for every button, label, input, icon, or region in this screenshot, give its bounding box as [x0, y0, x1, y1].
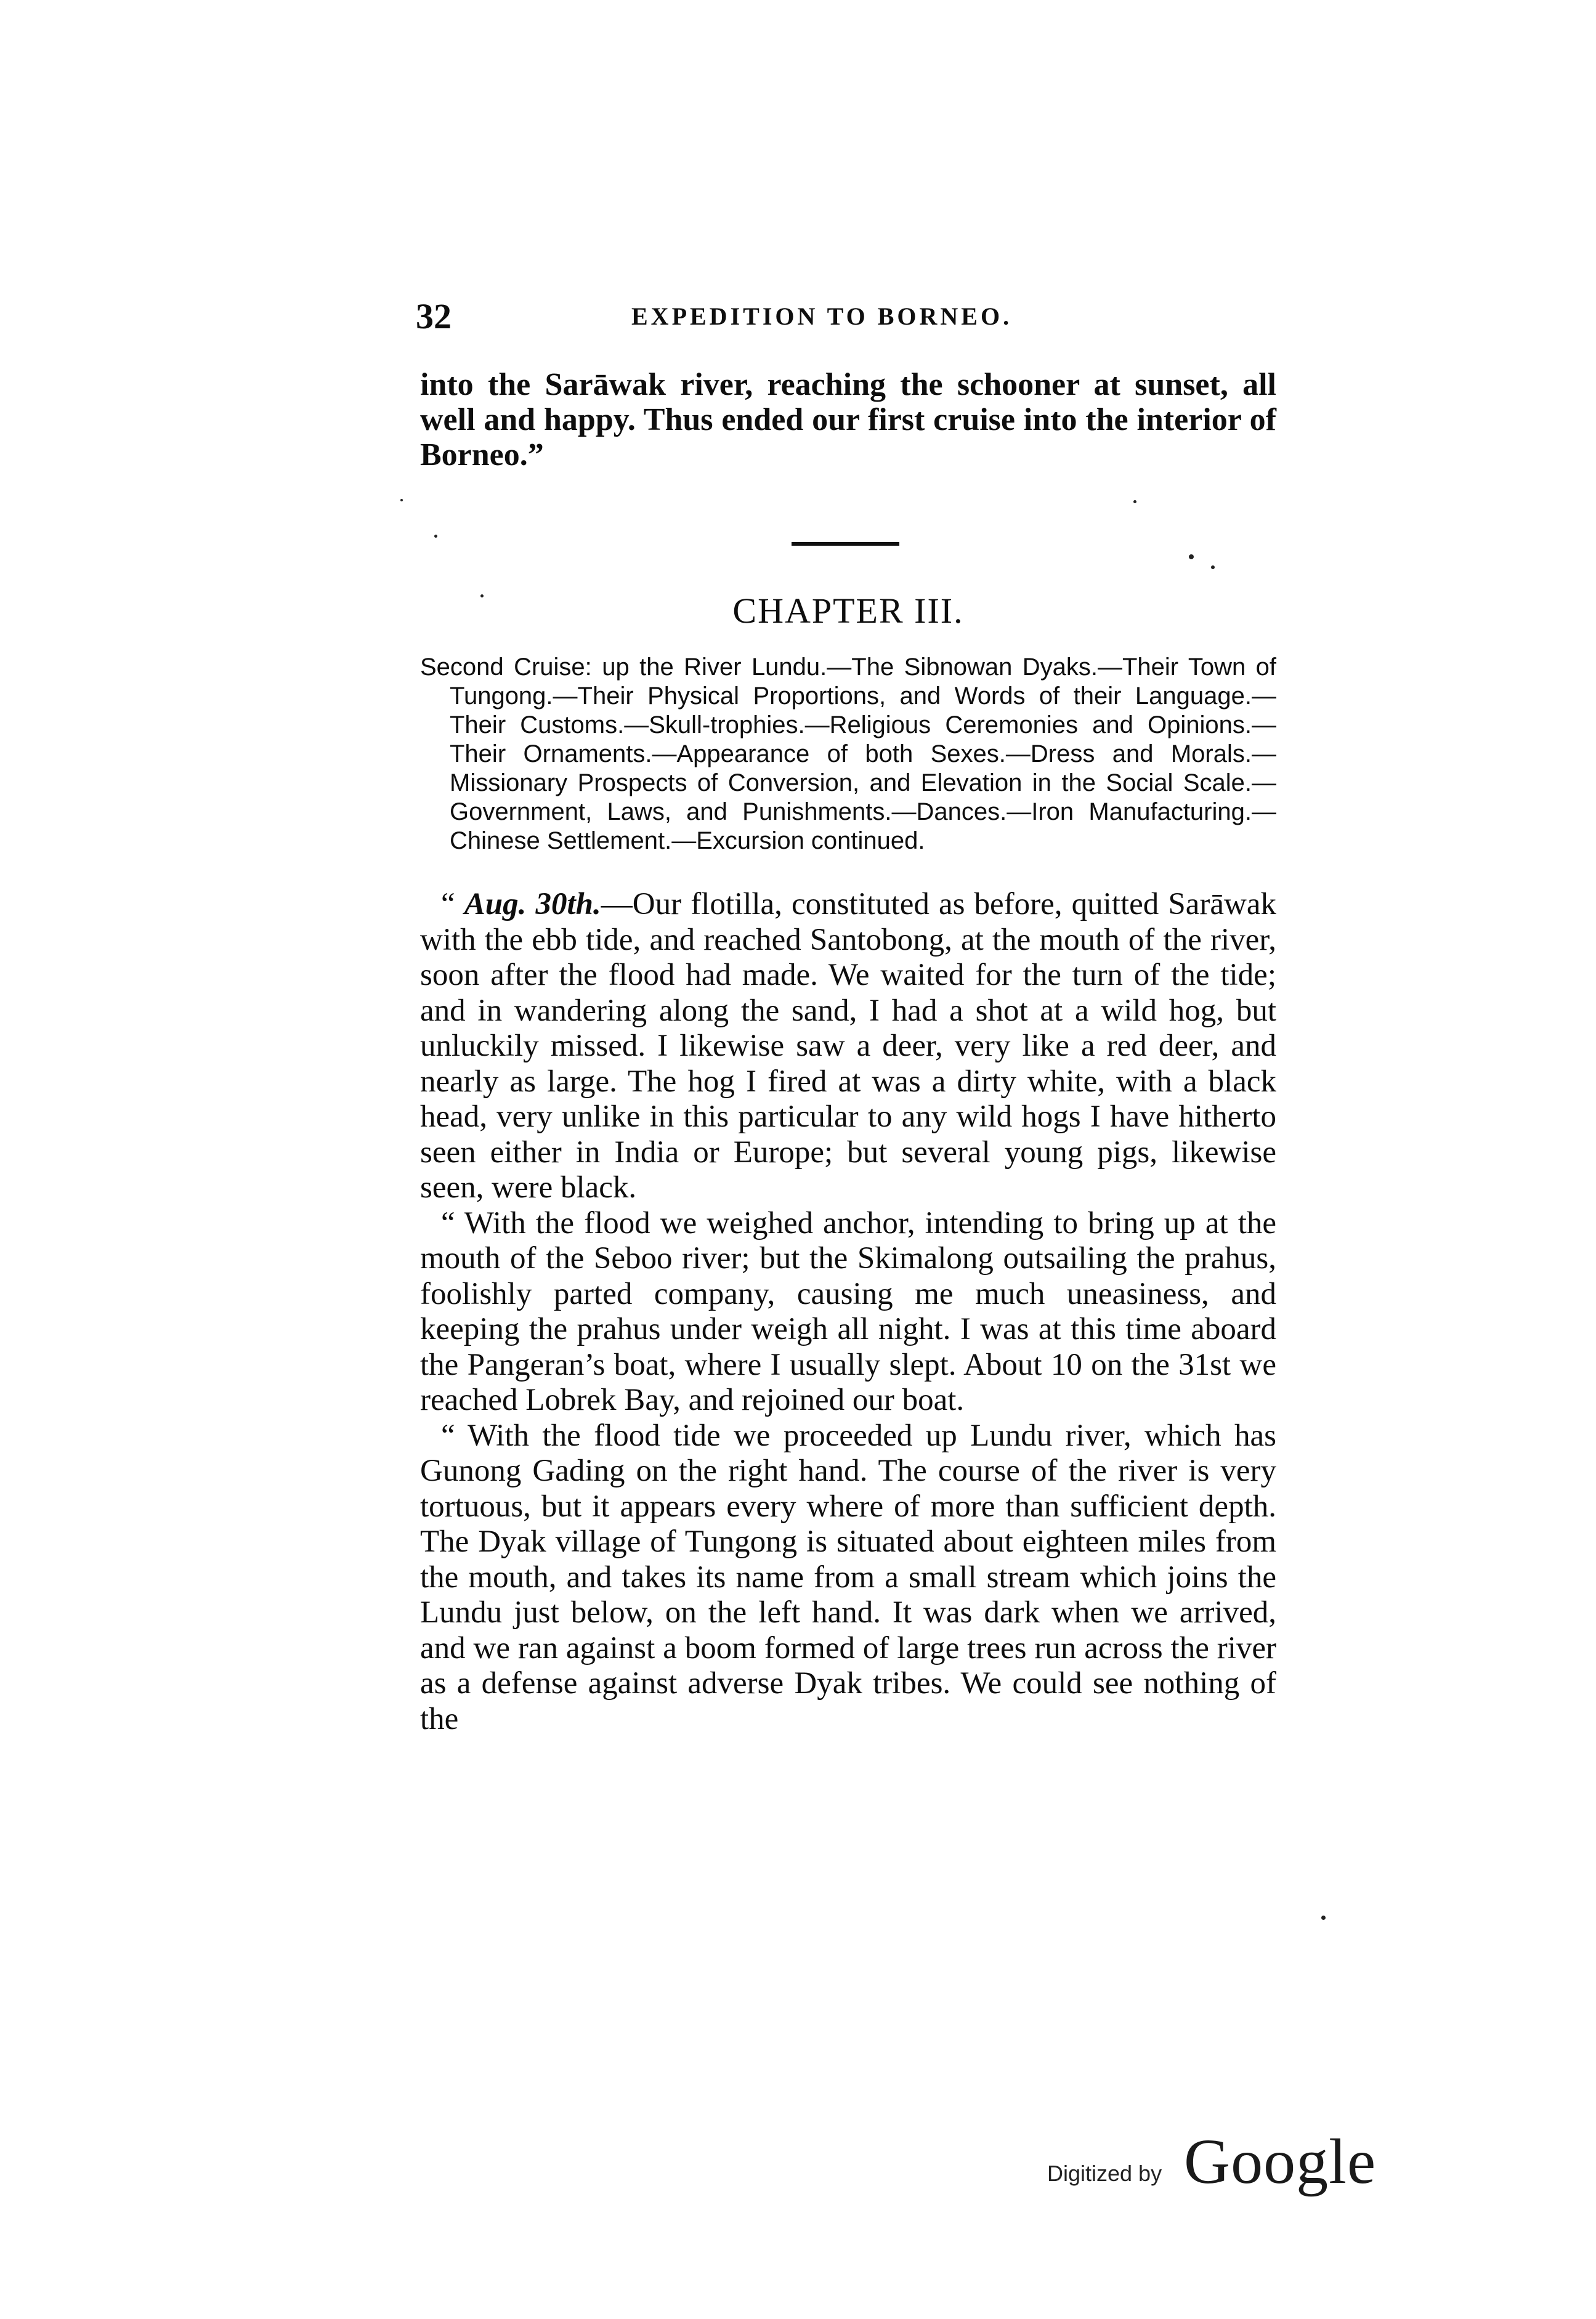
running-head: EXPEDITION TO BORNEO. — [631, 302, 1013, 330]
paragraph-flood-anchor: “ With the flood we weighed anchor, intending to bring up at the mouth of the Seboo river; but the Skimalong outsailing the prahus, foolishly parted company, causing me much uneasiness, and keeping the prahus under weigh all night. I was at this time aboard the Pangeran’s boat, where I usually slept. About 10 on the 31st we reached Lobrek Bay, and rejoined our boat. — [420, 1205, 1276, 1417]
page-header — [416, 296, 1278, 339]
watermark-label: Digitized by — [1047, 2161, 1162, 2186]
entry-date: Aug. 30th. — [464, 887, 601, 921]
page-number: 32 — [416, 296, 452, 336]
opening-text: into the Sarāwak river, reaching the schooner at sunset, all well and happy. Thus ended our first cruise into the interior of Borneo.” — [420, 367, 1276, 472]
quote-open: “ — [441, 887, 464, 921]
chapter-title: CHAPTER III. — [732, 591, 964, 631]
paragraph-lundu-river: “ With the flood tide we proceeded up Lundu river, which has Gunong Gading on the right hand. The course of the river is very tortuous, but it appears every where of more than sufficient depth. The Dyak village of Tungong is situated about eighteen miles from the mouth, and takes its name from a small stream which joins the Lundu just below, on the left hand. It was dark when we arrived, and we ran against a boom formed of large trees run across the river as a defense against adverse Dyak tribes. We could see nothing of the — [420, 1418, 1276, 1736]
section-divider — [792, 542, 899, 546]
digitized-by-google-watermark — [1047, 2125, 1392, 2199]
body-text — [420, 887, 1276, 1737]
paragraph-text: —Our flotilla, constituted as before, quitted Sarāwak with the ebb tide, and reached Santobong, at the mouth of the river, soon after the flood had made. We waited for the turn of the tide; and in wandering along the sand, I had a shot at a wild hog, but unluckily missed. I likewise saw a deer, very like a red deer, and nearly as large. The hog I fired at was a dirty white, with a black head, very unlike in this particular to any wild hogs I have hitherto seen either in India or Europe; but several young pigs, likewise seen, were black. — [420, 887, 1276, 1205]
paragraph-aug-30 — [420, 887, 1276, 1206]
google-logo: Google — [1184, 2126, 1377, 2197]
chapter-synopsis: Second Cruise: up the River Lundu.—The Sibnowan Dyaks.—Their Town of Tungong.—Their Physical Proportions, and Words of their Language.—Their Customs.—Skull-trophies.—Religious Ceremonies and Opinions.—Their Ornaments.—Appearance of both Sexes.—Dress and Morals.—Missionary Prospects of Conversion, and Elevation in the Social Scale.—Government, Laws, and Punishments.—Dances.—Iron Manufacturing.—Chinese Settlement.—Excursion continued. — [420, 654, 1276, 854]
opening-paragraph — [420, 367, 1276, 472]
